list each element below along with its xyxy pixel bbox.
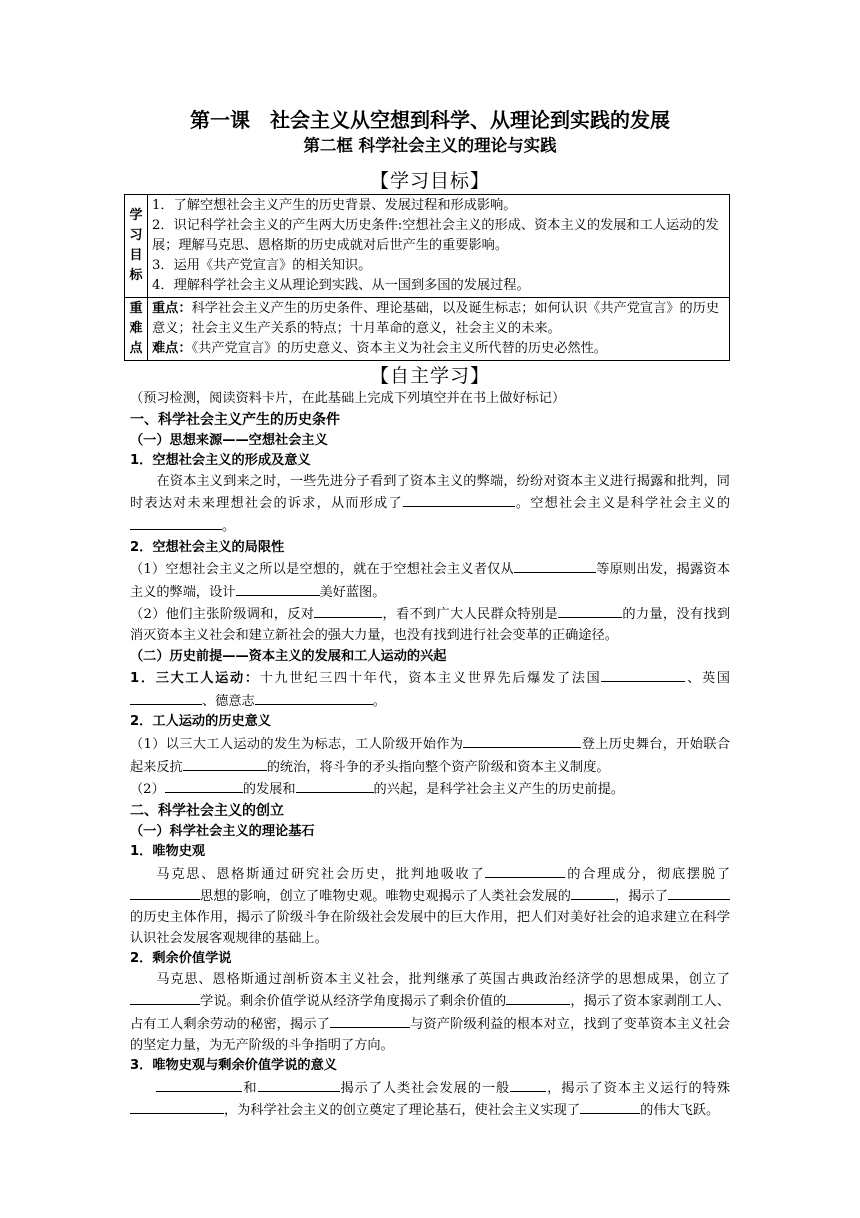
text-segment: （1）以三大工人运动的发生为标志，工人阶级开始作为 [130,736,464,752]
blank-field[interactable] [330,1013,410,1028]
text-segment: 在资本主义到来之时，一些先进分子看到了资本主义的弊端，纷纷对资本主义进行揭露和批判，同时表达对未来理想社会的诉求，从而形成了 [130,473,730,512]
text-segment: 的合理成分，彻底摆脱了 [565,866,731,882]
blank-field[interactable] [601,667,685,682]
blank-field[interactable] [580,1099,640,1114]
text-segment: 的历史主体作用，揭示了阶级斗争在阶级社会发展中的巨大作用，把人们对美好社会的追求建立在科学认识社会发展客观规律的基础上。 [130,910,730,946]
keypoints-row [125,298,730,361]
text-segment: 1．三大工人运动： [130,671,260,687]
text-segment: 美好蓝图。 [319,584,386,600]
topic-heading: 1．空想社会主义的形成及意义 [130,453,311,469]
paragraph [130,558,730,603]
text-segment: 马克思、恩格斯通过研究社会历史，批判地吸收了 [156,866,486,882]
paragraph [130,667,730,712]
topic-heading: 2．剩余价值学说 [130,951,232,967]
blank-field[interactable] [514,558,596,573]
blank-field[interactable] [165,778,243,793]
paragraph [130,778,730,801]
blank-field[interactable] [258,1077,340,1092]
text-segment: 与资产阶级利益的根本对立，找到了变革资本主义社会的坚定力量，为无产阶级的斗争指明了方向。 [130,1017,730,1053]
difficult-label: 难点： [152,341,192,356]
topic-heading: 2．工人运动的历史意义 [130,714,272,730]
text-segment: 十九世纪三四十年代，资本主义世界先后爆发了法国 [259,671,602,687]
text-segment: ，揭示了资本家剥削工人、占有工人剩余劳动的秘密，揭示了 [130,994,731,1033]
text-segment: 学说。剩余价值学说从经济学角度揭示了剩余价值的 [200,994,507,1010]
blank-field[interactable] [236,581,320,596]
topic-heading: 2．空想社会主义的局限性 [130,539,285,555]
goals-heading: 【学习目标】 [369,170,490,192]
text-segment: ，看不到广大人民群众特别是 [382,607,559,623]
blank-field[interactable] [255,690,373,705]
goal-item: 2．识记科学社会主义的产生两大历史条件:空想社会主义的形成、资本主义的发展和工人运动的发展；理解马克思、恩格斯的历史成就对后世产生的重要影响。 [152,218,719,253]
blank-field[interactable] [510,1077,546,1092]
text-segment: 的兴起，是科学社会主义产生的历史前提。 [373,782,625,798]
topic-heading: 1．唯物史观 [130,844,206,860]
goal-item: 3．运用《共产党宣言》的相关知识。 [152,258,372,273]
text-segment: 的统治，将斗争的矛头指向整个资产阶级和资本主义制度。 [266,759,610,775]
text-segment: （2）他们主张阶级调和，反对 [130,607,315,623]
paragraph [130,603,730,646]
blank-field[interactable] [558,603,622,618]
blank-field[interactable] [130,515,222,530]
goals-label: 学习目标 [125,195,148,298]
topic-heading: 3．唯物史观与剩余价值学说的意义 [130,1058,337,1074]
text-segment: 的发展和 [242,782,296,798]
blank-field[interactable] [296,778,374,793]
lesson-subtitle: 第二框 科学社会主义的理论与实践 [303,136,557,155]
paragraph [130,472,730,538]
subsection-heading: （二）历史前提——资本主义的发展和工人运动的兴起 [130,648,447,664]
text-segment: 。 [372,693,386,709]
goal-item: 1．了解空想社会主义产生的历史背景、发展过程和形成影响。 [152,198,517,213]
text-segment: 揭示了人类社会发展的一般 [339,1080,511,1096]
blank-field[interactable] [668,885,730,900]
text-segment: ，为科学社会主义的创立奠定了理论基石，使社会主义实现了 [224,1103,581,1119]
subsection-heading: （一）思想来源——空想社会主义 [130,432,328,448]
blank-field[interactable] [506,990,570,1005]
text-segment: ，揭示了 [614,889,669,905]
self-study-note: （预习检测，阅读资料卡片，在此基础上完成下列填空并在书上做好标记） [130,391,566,406]
goals-table [124,194,730,361]
text-segment: 。 [222,518,236,534]
text-segment: 的力量，没有找到消灭资本主义社会和建立新社会的强大力量，也没有找到进行社会变革的正确途径。 [130,607,731,643]
blank-field[interactable] [156,1077,242,1092]
blank-field[interactable] [485,863,565,878]
text-segment: （2） [130,782,165,798]
blank-field[interactable] [463,733,581,748]
paragraph [130,1077,730,1122]
keypoints-content [148,298,730,361]
text-segment: 。空想社会主义是科学社会主义的 [514,496,731,512]
text-segment: 马克思、恩格斯通过剖析资本主义社会，批判继承了英国古典政治经济学的思想成果，创立了 [156,971,730,987]
self-study-heading: 【自主学习】 [369,365,490,387]
text-segment: 思想的影响，创立了唯物史观。唯物史观揭示了人类社会发展的 [200,889,571,905]
text-segment: 、英国 [685,671,730,687]
text-segment: 和 [242,1080,258,1096]
blank-field[interactable] [130,1099,224,1114]
blank-field[interactable] [403,492,515,507]
keypoints-label: 重难点 [125,298,148,361]
key-label: 重点： [152,301,192,316]
blank-field[interactable] [183,756,267,771]
key-text: 科学社会主义产生的历史条件、理论基础，以及诞生标志；如何认识《共产党宣言》的历史意义；社会主义生产关系的特点；十月革命的意义，社会主义的未来。 [152,301,720,336]
blank-field[interactable] [130,990,200,1005]
blank-field[interactable] [571,885,615,900]
text-segment: 、德意志 [202,693,255,709]
difficult-text: 《共产党宣言》的历史意义、资本主义为社会主义所代替的历史必然性。 [191,341,607,356]
text-segment: 登上历史舞台，开始联合起来反抗 [130,736,731,775]
goals-content [148,195,730,298]
paragraph [130,970,730,1056]
blank-field[interactable] [130,690,202,705]
goals-row [125,195,730,298]
blank-field[interactable] [130,885,200,900]
text-segment: （1）空想社会主义之所以是空想的，就在于空想社会主义者仅从 [130,562,514,578]
paragraph [130,863,730,949]
text-segment: ，揭示了资本主义运行的特殊 [546,1080,731,1096]
goal-item: 4．理解科学社会主义从理论到实践、从一国到多国的发展过程。 [152,278,530,293]
section-heading: 一、科学社会主义产生的历史条件 [130,411,340,428]
document-page [130,100,730,1122]
text-segment: 的伟大飞跃。 [640,1103,720,1119]
blank-field[interactable] [314,603,382,618]
section-heading: 二、科学社会主义的创立 [130,802,284,819]
subsection-heading: （一）科学社会主义的理论基石 [130,823,315,839]
text-segment: 等原则出发，揭露资本主义的弊端，设计 [130,562,731,600]
lesson-title: 第一课 社会主义从空想到科学、从理论到实践的发展 [190,108,670,132]
paragraph [130,733,730,778]
